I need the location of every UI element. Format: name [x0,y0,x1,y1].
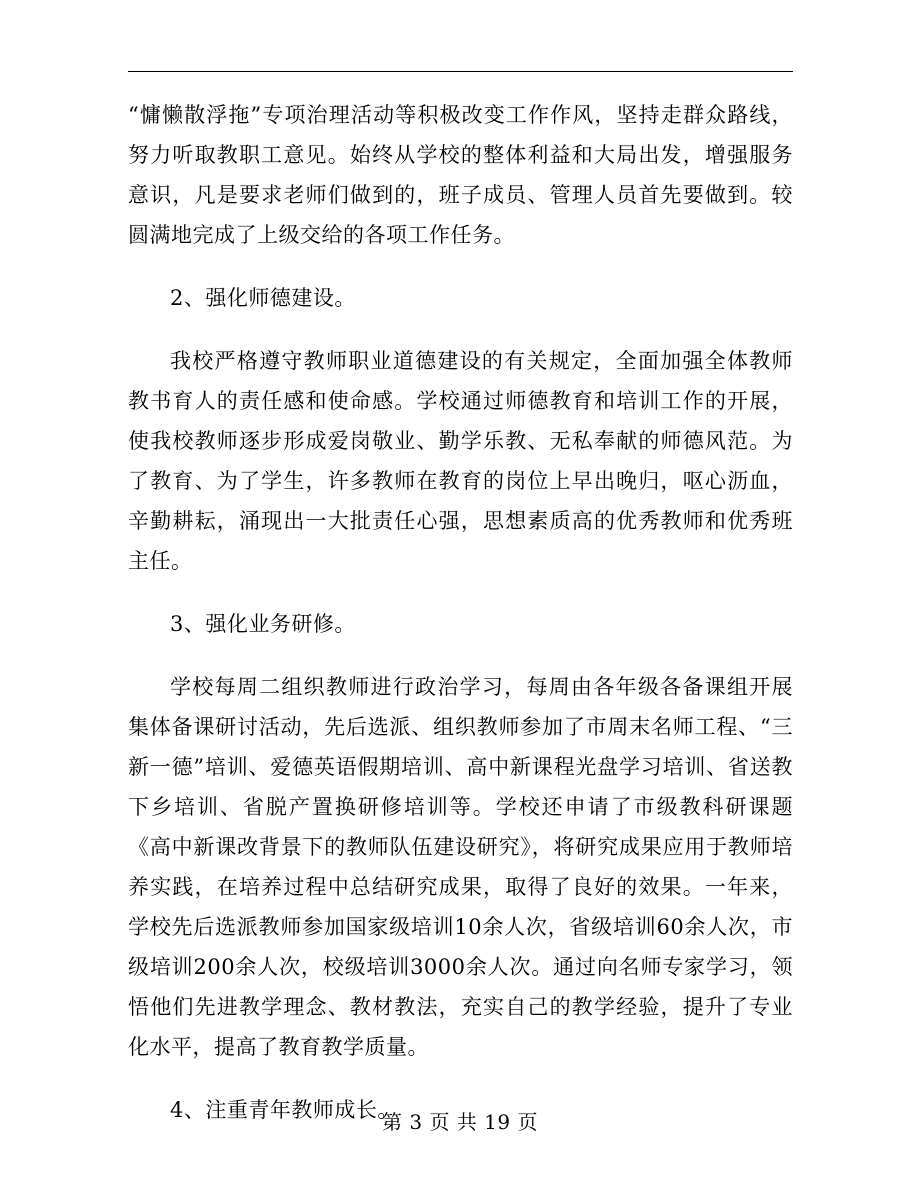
paragraph-professional-training: 学校每周二组织教师进行政治学习，每周由各年级各备课组开展集体备课研讨活动，先后选派、组织教师参加了市周末名师工程、“三新一德”培训、爱德英语假期培训、高中新课程光盘学习培训、省送教下乡培训、省脱产置换研修培训等。学校还申请了市级教科研课题《高中新课改背景下的教师队伍建设研究》，将研究成果应用于教师培养实践，在培养过程中总结研究成果，取得了良好的效果。一年来，学校先后选派教师参加国家级培训10余人次，省级培训60余人次，市级培训200余人次，校级培训3000余人次。通过向名师专家学习，领悟他们先进教学理念、教材教法，充实自己的教学经验，提升了专业化水平，提高了教育教学质量。 [128,675,793,1059]
section-heading-professional-training: 3、强化业务研修。 [170,612,356,636]
document-body [128,95,793,1130]
paragraph-teacher-ethics: 我校严格遵守教师职业道德建设的有关规定，全面加强全体教师教书育人的责任感和使命感。学校通过师德教育和培训工作的开展，使我校教师逐步形成爱岗敬业、勤学乐教、无私奉献的师德风范。为了教育、为了学生，许多教师在教育的岗位上早出晚归，呕心沥血，辛勤耕耘，涌现出一大批责任心强，思想素质高的优秀教师和优秀班主任。 [128,349,793,573]
paragraph-continuation: “慵懒散浮拖”专项治理活动等积极改变工作作风，坚持走群众路线，努力听取教职工意见。始终从学校的整体利益和大局出发，增强服务意识，凡是要求老师们做到的，班子成员、管理人员首先要做到。较圆满地完成了上级交给的各项工作任务。 [128,103,793,247]
page-number-label: 第 3 页 共 19 页 [382,1110,538,1134]
page-footer [0,1106,920,1138]
header-rule [128,71,793,72]
section-heading-young-teachers: 4、注重青年教师成长。 [170,1098,399,1122]
section-heading-teacher-ethics: 2、强化师德建设。 [170,286,356,310]
